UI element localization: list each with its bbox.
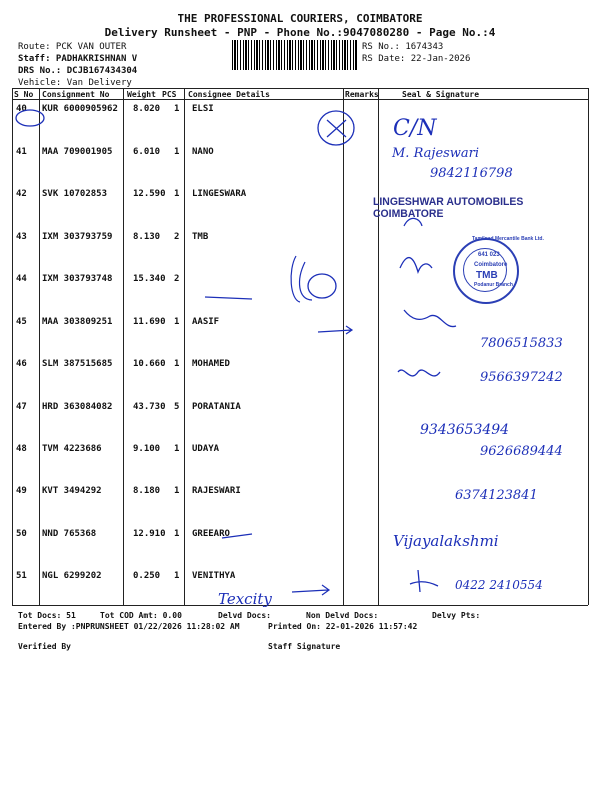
row-pcs: 2	[174, 274, 180, 284]
row-pcs: 5	[174, 402, 180, 412]
bank-seal-city: Coimbatore	[474, 262, 508, 268]
row-consignee: MOHAMED	[192, 359, 230, 369]
row-sno: 48	[16, 444, 27, 454]
handwritten-phone: 9842116798	[430, 166, 513, 181]
col-pcs: PCS	[162, 90, 177, 99]
rs-number: RS No.: 1674343	[362, 42, 444, 52]
row-sno: 43	[16, 232, 27, 242]
row-consignee: VENITHYA	[192, 571, 236, 581]
row-consignment: SVK 10702853	[42, 189, 108, 199]
handwritten-phone: 9343653494	[420, 422, 510, 438]
row-sno: 42	[16, 189, 27, 199]
row-weight: 6.010	[133, 147, 161, 157]
non-delivered-docs: Non Delvd Docs:	[306, 611, 379, 620]
handwritten-phone: 9566397242	[480, 370, 563, 385]
row-consignee: TMB	[192, 232, 209, 242]
handwritten-phone: 0422 2410554	[455, 578, 543, 592]
row-consignment: KVT 3494292	[42, 486, 102, 496]
staff-label: Staff: PADHAKRISHNAN V	[18, 54, 138, 64]
row-weight: 10.660	[133, 359, 166, 369]
route-label: Route: PCK VAN OUTER	[18, 42, 127, 52]
row-pcs: 2	[174, 232, 180, 242]
staff-signature: Staff Signature	[268, 642, 341, 651]
handwritten-name-rajeswari: M. Rajeswari	[392, 146, 480, 161]
row-weight: 8.180	[133, 486, 161, 496]
row-pcs: 1	[174, 529, 180, 539]
row-sno: 46	[16, 359, 27, 369]
row-weight: 0.250	[133, 571, 161, 581]
col-sno: S No	[14, 90, 34, 99]
row-pcs: 1	[174, 147, 180, 157]
row-pcs: 1	[174, 317, 180, 327]
bank-seal-branch: Podanur Branch	[474, 282, 513, 288]
row-consignment: MAA 303809251	[42, 317, 113, 327]
row-consignee: NANO	[192, 147, 214, 157]
row-consignee: UDAYA	[192, 444, 220, 454]
row-sno: 49	[16, 486, 27, 496]
bank-seal-name: Tamilnad Mercantile Bank Ltd.	[472, 236, 544, 242]
row-consignee: PORATANIA	[192, 402, 241, 412]
row-consignment: IXM 303793759	[42, 232, 113, 242]
row-consignment: SLM 387515685	[42, 359, 113, 369]
row-consignment: TVM 4223686	[42, 444, 102, 454]
row-weight: 9.100	[133, 444, 161, 454]
verified-by: Verified By	[18, 642, 71, 651]
row-pcs: 1	[174, 486, 180, 496]
company-stamp: LINGESHWAR AUTOMOBILES COIMBATORE	[373, 196, 524, 220]
row-sno: 51	[16, 571, 27, 581]
row-consignment: MAA 709001905	[42, 147, 113, 157]
handwritten-note: Texcity	[218, 590, 272, 608]
row-weight: 12.910	[133, 529, 166, 539]
row-pcs: 1	[174, 444, 180, 454]
handwritten-phone: 9626689444	[480, 444, 563, 459]
row-weight: 43.730	[133, 402, 166, 412]
col-consignee: Consignee Details	[188, 90, 270, 99]
printed-on: Printed On: 22-01-2026 11:57:42	[268, 622, 418, 631]
row-pcs: 1	[174, 189, 180, 199]
row-consignee: GREEARO	[192, 529, 230, 539]
row-consignment: IXM 303793748	[42, 274, 113, 284]
row-consignment: NGL 6299202	[42, 571, 102, 581]
row-weight: 8.020	[133, 104, 161, 114]
handwritten-cn: C/N	[393, 116, 437, 141]
bank-seal-logo: TMB	[476, 270, 498, 281]
row-sno: 40	[16, 104, 27, 114]
row-sno: 45	[16, 317, 27, 327]
delivered-docs: Delvd Docs:	[218, 611, 271, 620]
col-consignment: Consignment No	[42, 90, 110, 99]
row-consignee: RAJESWARI	[192, 486, 241, 496]
row-pcs: 1	[174, 104, 180, 114]
rs-date: RS Date: 22-Jan-2026	[362, 54, 471, 64]
bank-seal-code: 641 023	[478, 252, 500, 258]
row-sno: 47	[16, 402, 27, 412]
row-consignment: HRD 363084082	[42, 402, 113, 412]
handwritten-phone: 7806515833	[480, 336, 563, 351]
col-seal-signature: Seal & Signature	[402, 90, 480, 99]
row-sno: 44	[16, 274, 27, 284]
handwritten-signature: Vijayalakshmi	[393, 532, 499, 550]
row-pcs: 1	[174, 359, 180, 369]
row-consignee: AASIF	[192, 317, 220, 327]
col-remarks: Remarks	[345, 90, 379, 99]
row-pcs: 1	[174, 571, 180, 581]
row-weight: 8.130	[133, 232, 161, 242]
row-sno: 41	[16, 147, 27, 157]
row-consignee: LINGESWARA	[192, 189, 247, 199]
row-weight: 15.340	[133, 274, 166, 284]
row-weight: 12.590	[133, 189, 166, 199]
delivery-points: Delvy Pts:	[432, 611, 481, 620]
drs-number: DRS No.: DCJB167434304	[18, 66, 138, 76]
row-consignee: ELSI	[192, 104, 214, 114]
row-weight: 11.690	[133, 317, 166, 327]
total-cod-amount: Tot COD Amt: 0.00	[100, 611, 182, 620]
total-docs: Tot Docs: 51	[18, 611, 76, 620]
row-consignment: NND 765368	[42, 529, 97, 539]
vehicle-label: Vehicle: Van Delivery	[18, 78, 132, 88]
runsheet-subtitle: Delivery Runsheet - PNP - Phone No.:9047080280 - Page No.:4	[104, 26, 496, 39]
row-sno: 50	[16, 529, 27, 539]
entered-by: Entered By :PNPRUNSHEET 01/22/2026 11:28:02 AM	[18, 622, 240, 631]
col-weight: Weight	[127, 90, 156, 99]
row-consignment: KUR 6000905962	[42, 104, 118, 114]
handwritten-phone: 6374123841	[455, 488, 538, 503]
company-title: THE PROFESSIONAL COURIERS, COIMBATORE	[177, 12, 423, 25]
